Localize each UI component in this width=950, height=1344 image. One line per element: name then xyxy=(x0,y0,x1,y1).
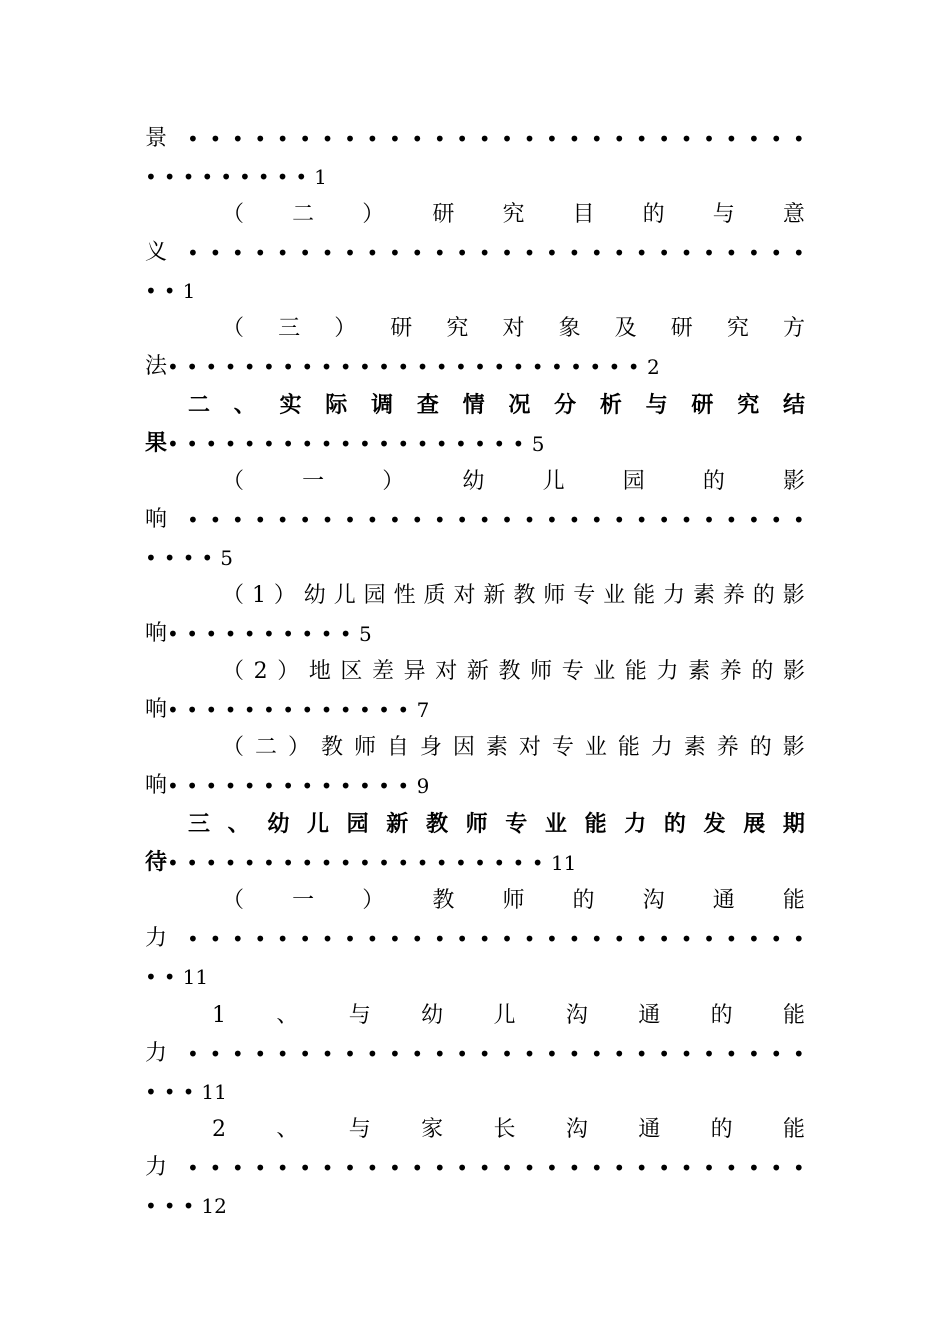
toc-entry-section3-line2 xyxy=(145,844,805,882)
toc-entry-background-line2 xyxy=(145,158,805,196)
toc-text: 响 xyxy=(145,621,168,646)
toc-entry-kindergarten-line1: （ 一 ） 幼 儿 园 的 影 xyxy=(222,469,805,494)
toc-entry-background-line1 xyxy=(145,120,805,158)
toc-leader-dots: •••••••••• xyxy=(167,622,359,646)
toc-leader-dots: •••••••••••••••••••• xyxy=(167,851,551,875)
toc-entry-communication-line3 xyxy=(145,958,805,996)
toc-page-number: 7 xyxy=(416,698,430,722)
toc-entry-communication-line2 xyxy=(145,920,805,958)
toc-page-number: 11 xyxy=(550,851,577,875)
toc-page-number: 1 xyxy=(182,279,196,303)
toc-entry-section2-line2 xyxy=(145,425,805,463)
toc-leader-dots: •• xyxy=(145,965,183,989)
toc-text: 力 xyxy=(145,1155,168,1180)
toc-text: 法 xyxy=(145,354,168,379)
toc-leader-dots: ••• xyxy=(145,1194,202,1218)
toc-entry-nature-line1: （ 1 ） 幼 儿 园 性 质 对 新 教 师 专 业 能 力 素 养 的 影 xyxy=(222,583,805,608)
toc-leader-dots: • • • • • • • • • • • • • • • • • • • • • • • • • • • • xyxy=(187,1156,805,1180)
toc-page-number: 5 xyxy=(531,432,545,456)
toc-page-number: 11 xyxy=(182,965,209,989)
toc-page-number: 1 xyxy=(314,165,327,189)
toc-leader-dots: • • • • • • • • • • • • • • • • • • • • • • • • • • • • xyxy=(187,1042,805,1066)
toc-leader-dots: • • • • • • • • • • • • • • • • • • • • • • • • • • • • xyxy=(187,927,805,951)
toc-leader-dots: •• xyxy=(145,279,183,303)
toc-entry-section3-line1: 三 、 幼 儿 园 新 教 师 专 业 能 力 的 发 展 期 xyxy=(188,812,805,837)
toc-leader-dots: ••••••••••••• xyxy=(167,698,417,722)
toc-entry-communication-line1: （ 一 ） 教 师 的 沟 通 能 xyxy=(222,888,805,913)
toc-page-number: 2 xyxy=(646,355,660,379)
toc-entry-parent-comm-line2 xyxy=(145,1149,805,1187)
toc-entry-nature-line2 xyxy=(145,615,805,653)
toc-text: 力 xyxy=(145,1041,168,1066)
toc-entry-region-line2 xyxy=(145,691,805,729)
toc-entry-parent-comm-line3 xyxy=(145,1187,805,1225)
toc-page-number: 5 xyxy=(220,546,233,570)
toc-entry-child-comm-line2 xyxy=(145,1035,805,1073)
toc-entry-child-comm-line3 xyxy=(145,1073,805,1111)
toc-entry-self-line1: （ 二 ） 教 师 自 身 因 素 对 专 业 能 力 素 养 的 影 xyxy=(222,735,805,760)
toc-entry-purpose-line2 xyxy=(145,234,805,272)
toc-leader-dots: •••• xyxy=(145,546,221,570)
toc-text: 义 xyxy=(145,240,168,265)
toc-leader-dots: ••••••••••••• xyxy=(167,774,417,798)
toc-text: 果 xyxy=(145,431,168,456)
toc-leader-dots: • • • • • • • • • • • • • • • • • • • • • • • • • • • • xyxy=(187,508,805,532)
toc-entry-purpose-line1: （ 二 ） 研 究 目 的 与 意 xyxy=(222,202,805,227)
toc-entry-self-line2 xyxy=(145,767,805,805)
toc-entry-purpose-line3 xyxy=(145,272,805,310)
toc-entry-kindergarten-line2 xyxy=(145,501,805,539)
toc-text: 响 xyxy=(145,773,168,798)
toc-leader-dots: ••••••••••••••••••••••••• xyxy=(167,355,647,379)
toc-page-number: 5 xyxy=(358,622,372,646)
toc-leader-dots: ••• xyxy=(145,1080,202,1104)
toc-text: 响 xyxy=(145,697,168,722)
toc-leader-dots: ••••••••••••••••••• xyxy=(167,432,532,456)
toc-entry-methods-line2 xyxy=(145,348,805,386)
toc-leader-dots: • • • • • • • • • • • • • • • • • • • • • • • • • • • • xyxy=(187,127,805,151)
toc-text: 待 xyxy=(145,850,168,875)
toc-entry-kindergarten-line3 xyxy=(145,539,805,577)
toc-entry-child-comm-line1: 1 、 与 幼 儿 沟 通 的 能 xyxy=(212,1003,805,1028)
toc-entry-section2-line1: 二 、 实 际 调 查 情 况 分 析 与 研 究 结 xyxy=(188,393,805,418)
toc-text: 力 xyxy=(145,926,168,951)
toc-text: 景 xyxy=(145,126,168,151)
toc-page-number: 9 xyxy=(416,774,430,798)
toc-entry-region-line1: （ 2 ） 地 区 差 异 对 新 教 师 专 业 能 力 素 养 的 影 xyxy=(222,659,805,684)
toc-leader-dots: • • • • • • • • • • • • • • • • • • • • • • • • • • • • xyxy=(187,241,805,265)
toc-entry-parent-comm-line1: 2 、 与 家 长 沟 通 的 能 xyxy=(212,1117,805,1142)
toc-leader-dots: ••••••••• xyxy=(145,165,315,189)
toc-page-number: 11 xyxy=(201,1080,227,1104)
toc-page-number: 12 xyxy=(201,1194,227,1218)
toc-entry-methods-line1: （ 三 ） 研 究 对 象 及 研 究 方 xyxy=(222,316,805,341)
toc-text: 响 xyxy=(145,507,168,532)
